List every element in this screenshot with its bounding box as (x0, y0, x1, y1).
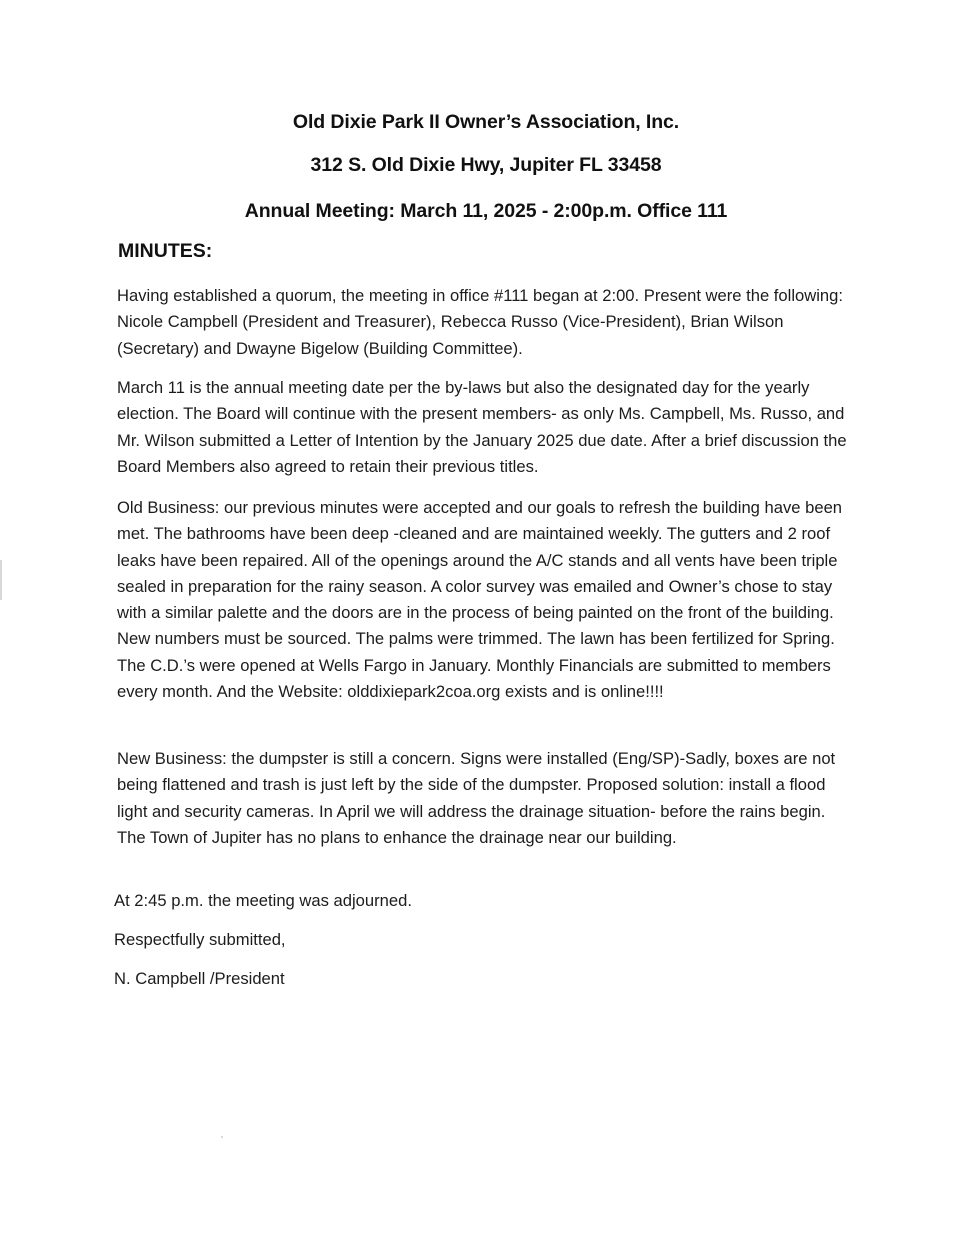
signature-line: N. Campbell /President (114, 969, 285, 988)
minutes-heading: MINUTES: (118, 240, 213, 262)
scan-speck (221, 1136, 223, 1138)
adjournment-line: At 2:45 p.m. the meeting was adjourned. (114, 891, 412, 910)
new-business-paragraph: New Business: the dumpster is still a concern. Signs were installed (Eng/SP)-Sadly, boxes are not being flattened and trash is just left by the side of the dumpster. Proposed solution: install a flood light and security cameras. In April we will address the drainage situation- before the rains begin. The Town of Jupiter has no plans to enhance the drainage near our building. (117, 749, 836, 847)
meeting-info: Annual Meeting: March 11, 2025 - 2:00p.m. Office 111 (244, 200, 728, 222)
election-paragraph: March 11 is the annual meeting date per the by-laws but also the designated day for the yearly election. The Board will continue with the present members- as only Ms. Campbell, Ms. Russo, and Mr. Wilson submitted a Letter of Intention by the January 2025 due date. After a brief discussion the Board Members also agreed to retain their previous titles. (117, 378, 847, 476)
organization-name: Old Dixie Park II Owner’s Association, Inc. (292, 111, 680, 133)
organization-address: 312 S. Old Dixie Hwy, Jupiter FL 33458 (310, 154, 662, 176)
closing-line: Respectfully submitted, (114, 930, 286, 949)
scan-edge-mark (0, 560, 2, 600)
old-business-paragraph: Old Business: our previous minutes were accepted and our goals to refresh the building have been met. The bathrooms have been deep -cleaned and are maintained weekly. The gutters and 2 roof leaks have been repaired. All of the openings around the A/C stands and all vents have been triple sealed in preparation for the rainy season. A color survey was emailed and Owner’s chose to stay with a similar palette and the doors are in the process of being painted on the front of the building. New numbers must be sourced. The palms were trimmed. The lawn has been fertilized for Spring. The C.D.’s were opened at Wells Fargo in January. Monthly Financials are submitted to members every month. And the Website: olddixiepark2coa.org exists and is online!!!! (117, 498, 843, 702)
quorum-paragraph: Having established a quorum, the meeting in office #111 began at 2:00. Present were the following: Nicole Campbell (President and Treasurer), Rebecca Russo (Vice-President), Brian Wilson (Secretary) and Dwayne Bigelow (Building Committee). (117, 286, 843, 358)
